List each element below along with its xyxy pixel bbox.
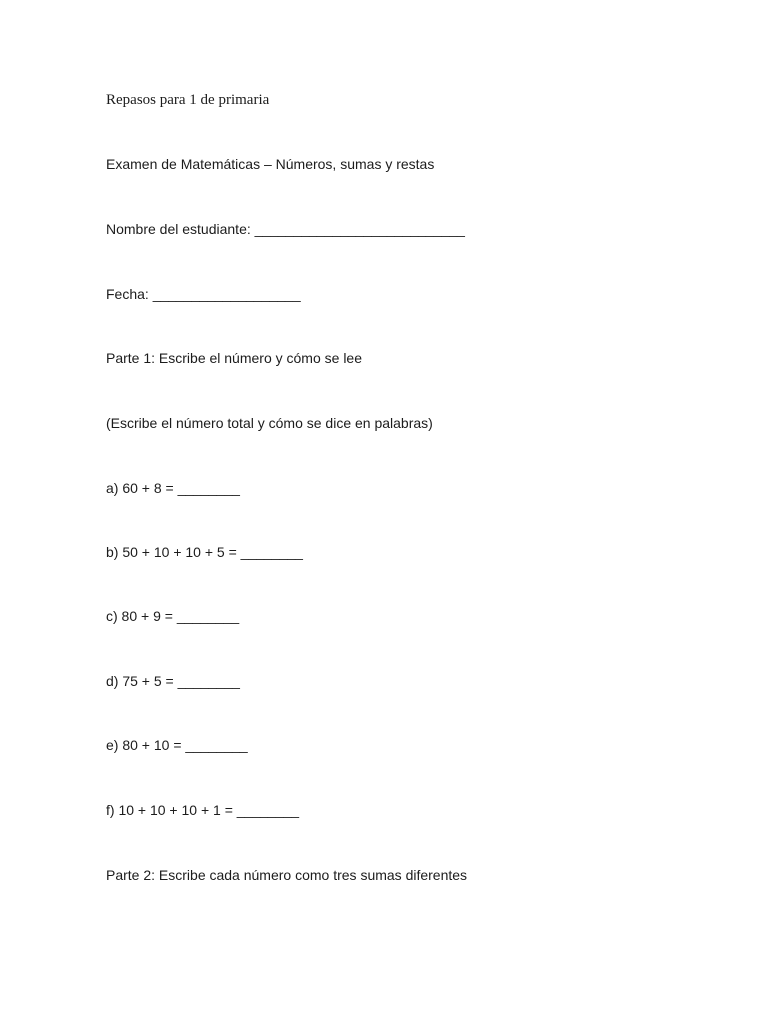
date-line: Fecha: ___________________: [106, 286, 301, 302]
exercise-item-b: b) 50 + 10 + 10 + 5 = ________: [106, 544, 303, 560]
part1-instructions: (Escribe el número total y cómo se dice en palabras): [106, 415, 433, 431]
exercise-item-a: a) 60 + 8 = ________: [106, 480, 240, 496]
part1-title: Parte 1: Escribe el número y cómo se lee: [106, 350, 363, 366]
exercise-item-d: d) 75 + 5 = ________: [106, 673, 240, 689]
exercise-item-e: e) 80 + 10 = ________: [106, 737, 248, 753]
exercise-item-f: f) 10 + 10 + 10 + 1 = ________: [106, 802, 300, 818]
document-heading: Repasos para 1 de primaria: [106, 92, 270, 108]
exercise-item-c: c) 80 + 9 = ________: [106, 608, 240, 624]
student-name-line: Nombre del estudiante: ___________________________: [106, 221, 465, 237]
part2-title: Parte 2: Escribe cada número como tres sumas diferentes: [106, 867, 468, 883]
exam-title: Examen de Matemáticas – Números, sumas y restas: [106, 156, 435, 172]
